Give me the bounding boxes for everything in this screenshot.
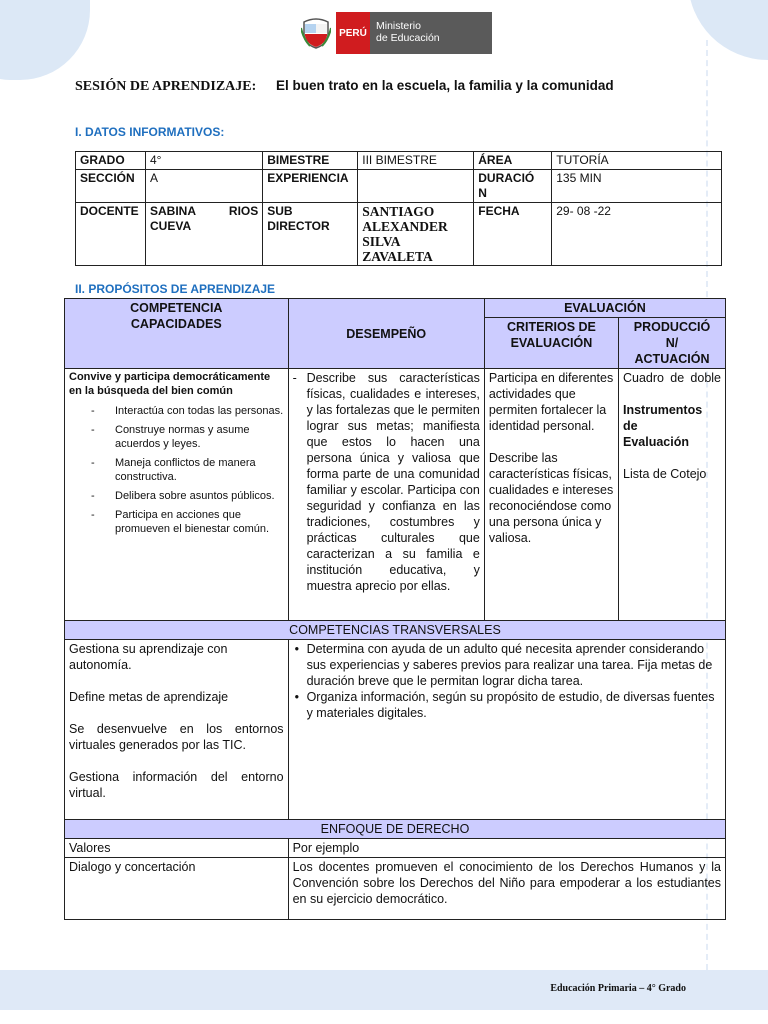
capacidades-list [69,404,284,536]
table-cell: 135 MIN [552,170,722,203]
table-cell: FECHA [474,203,552,266]
produccion-text: Cuadro de doble [623,371,721,385]
session-name: El buen trato en la escuela, la familia y la comunidad [276,78,614,93]
desempeno-list [293,370,480,594]
header-cell [65,299,289,369]
section-header: COMPETENCIAS TRANSVERSALES [65,621,726,640]
instrumentos-label [623,402,721,450]
header-line: N/ [665,336,679,350]
table-cell: Los docentes promueven el conocimiento de los Derechos Humanos y la Convención sobre los Derechos del Niño para empoderar a los estudiantes en su ejercicio democrático. [288,858,725,920]
transversal-text: Se desenvuelve en los entornos virtuales generados por las TIC. [69,722,284,752]
transversal-text: Gestiona información del entorno virtual. [69,770,284,800]
corner-decoration [688,0,768,60]
table-cell: GRADO [76,152,146,170]
purposes-table [64,298,726,920]
instr-line: Evaluación [623,435,689,449]
table-cell: ÁREA [474,152,552,170]
list-item: • Organiza información, según su propósito de estudio, de diversas fuentes y materiales digitales. [293,689,721,721]
desempeno-cell [288,369,484,621]
cell-line: ALEXANDER [362,219,448,234]
table-cell [263,203,358,266]
transversales-list [293,641,721,721]
header-line: EVALUACIÓN [510,336,593,350]
footer-text: Educación Primaria – 4° Grado [550,983,686,994]
ministry-logo [296,12,492,54]
table-row [65,299,726,318]
transversales-left-cell [65,640,289,820]
header-line: CAPACIDADES [130,317,222,331]
table-cell: III BIMESTRE [358,152,474,170]
ministry-line: de Educación [376,32,440,44]
table-row [65,640,726,820]
coat-of-arms-icon [296,12,336,54]
list-item: - Describe sus características físicas, cualidades e intereses, y las fortalezas que le permiten lograr sus metas; manifiesta que estos lo hacen una persona única y valiosa que forma parte de una comunidad familiar y escolar. Participa con seguridad y confianza en las tradiciones, costumbres y prácticas culturales que caracterizan a su familia e institución educativa, y muestra aprecio por ellas. [293,370,480,594]
table-cell: Valores [65,839,289,858]
instrumento-text: Lista de Cotejo [623,467,707,481]
table-row [76,203,722,266]
session-title [75,78,614,95]
section-title-propositos: II. PROPÓSITOS DE APRENDIZAJE [75,282,276,296]
table-cell: BIMESTRE [263,152,358,170]
header-line: CRITERIOS DE [506,320,596,334]
session-label: SESIÓN DE APRENDIZAJE: [75,79,257,94]
header-cell: DESEMPEÑO [288,299,484,369]
section-header: ENFOQUE DE DERECHO [65,820,726,839]
table-cell [146,203,263,266]
table-cell: Dialogo y concertación [65,858,289,920]
transversal-text: Define metas de aprendizaje [69,690,229,704]
cell-line: SILVA [362,234,401,249]
transversal-text: Gestiona su aprendizaje con autonomía. [69,642,228,672]
header-line: COMPETENCIA [130,301,223,315]
header-line: ACTUACIÓN [634,352,710,366]
cell-line: CUEVA [150,219,192,233]
cell-line: SABINA RIOS [150,204,259,218]
header-line: PRODUCCIÓ [633,320,711,334]
table-cell: Por ejemplo [288,839,725,858]
cell-line: N [478,186,487,200]
list-item: - Participa en acciones que promueven el bienestar común. [69,508,284,536]
criterio-text: Describe las características físicas, cualidades e intereses reconociéndose como una persona única y valiosa. [488,451,614,545]
transversales-right-cell [288,640,725,820]
table-row [65,621,726,640]
table-cell: TUTORÍA [552,152,722,170]
table-row [76,170,722,203]
cell-line: ZAVALETA [362,249,433,264]
section-title-datos: I. DATOS INFORMATIVOS: [75,125,225,139]
table-cell: SECCIÓN [76,170,146,203]
list-item: - Construye normas y asume acuerdos y leyes. [69,423,284,451]
produccion-cell [619,369,726,621]
ministry-label [370,12,492,54]
cell-line: DURACIÓ [478,171,535,185]
table-cell: DOCENTE [76,203,146,266]
criterio-text: Participa en diferentes actividades que permiten fortalecer la identidad personal. [488,371,614,433]
table-row [65,369,726,621]
table-row [65,858,726,920]
corner-decoration [0,0,90,80]
criterios-cell [484,369,618,621]
header-cell [484,318,618,369]
table-cell: 4° [146,152,263,170]
table-cell: A [146,170,263,203]
list-item: - Delibera sobre asuntos públicos. [69,489,284,503]
cell-line: DIRECTOR [267,219,330,233]
table-cell: EXPERIENCIA [263,170,358,203]
info-table [75,151,722,266]
table-row [65,820,726,839]
header-cell: EVALUACIÓN [484,299,725,318]
cell-line: SANTIAGO [362,204,435,219]
header-cell [619,318,726,369]
table-cell [474,170,552,203]
instr-line: Instrumentos [623,403,703,417]
peru-label: PERÚ [336,12,370,54]
cell-line: SUB [267,204,293,218]
table-cell: 29- 08 -22 [552,203,722,266]
list-item: • Determina con ayuda de un adulto qué necesita aprender considerando sus experiencias y saberes previos para realizar una tarea. Fija metas de duración breve que le permitan lograr dicha tarea. [293,641,721,689]
ministry-line: Ministerio [376,20,421,32]
table-cell [358,203,474,266]
competencia-cell [65,369,289,621]
table-row [65,839,726,858]
table-cell [358,170,474,203]
competencia-title: Convive y participa democráticamente en la búsqueda del bien común [69,371,271,397]
list-item: - Maneja conflictos de manera constructiva. [69,456,284,484]
table-row [76,152,722,170]
list-item: - Interactúa con todas las personas. [69,404,284,418]
instr-line: de [623,419,638,433]
